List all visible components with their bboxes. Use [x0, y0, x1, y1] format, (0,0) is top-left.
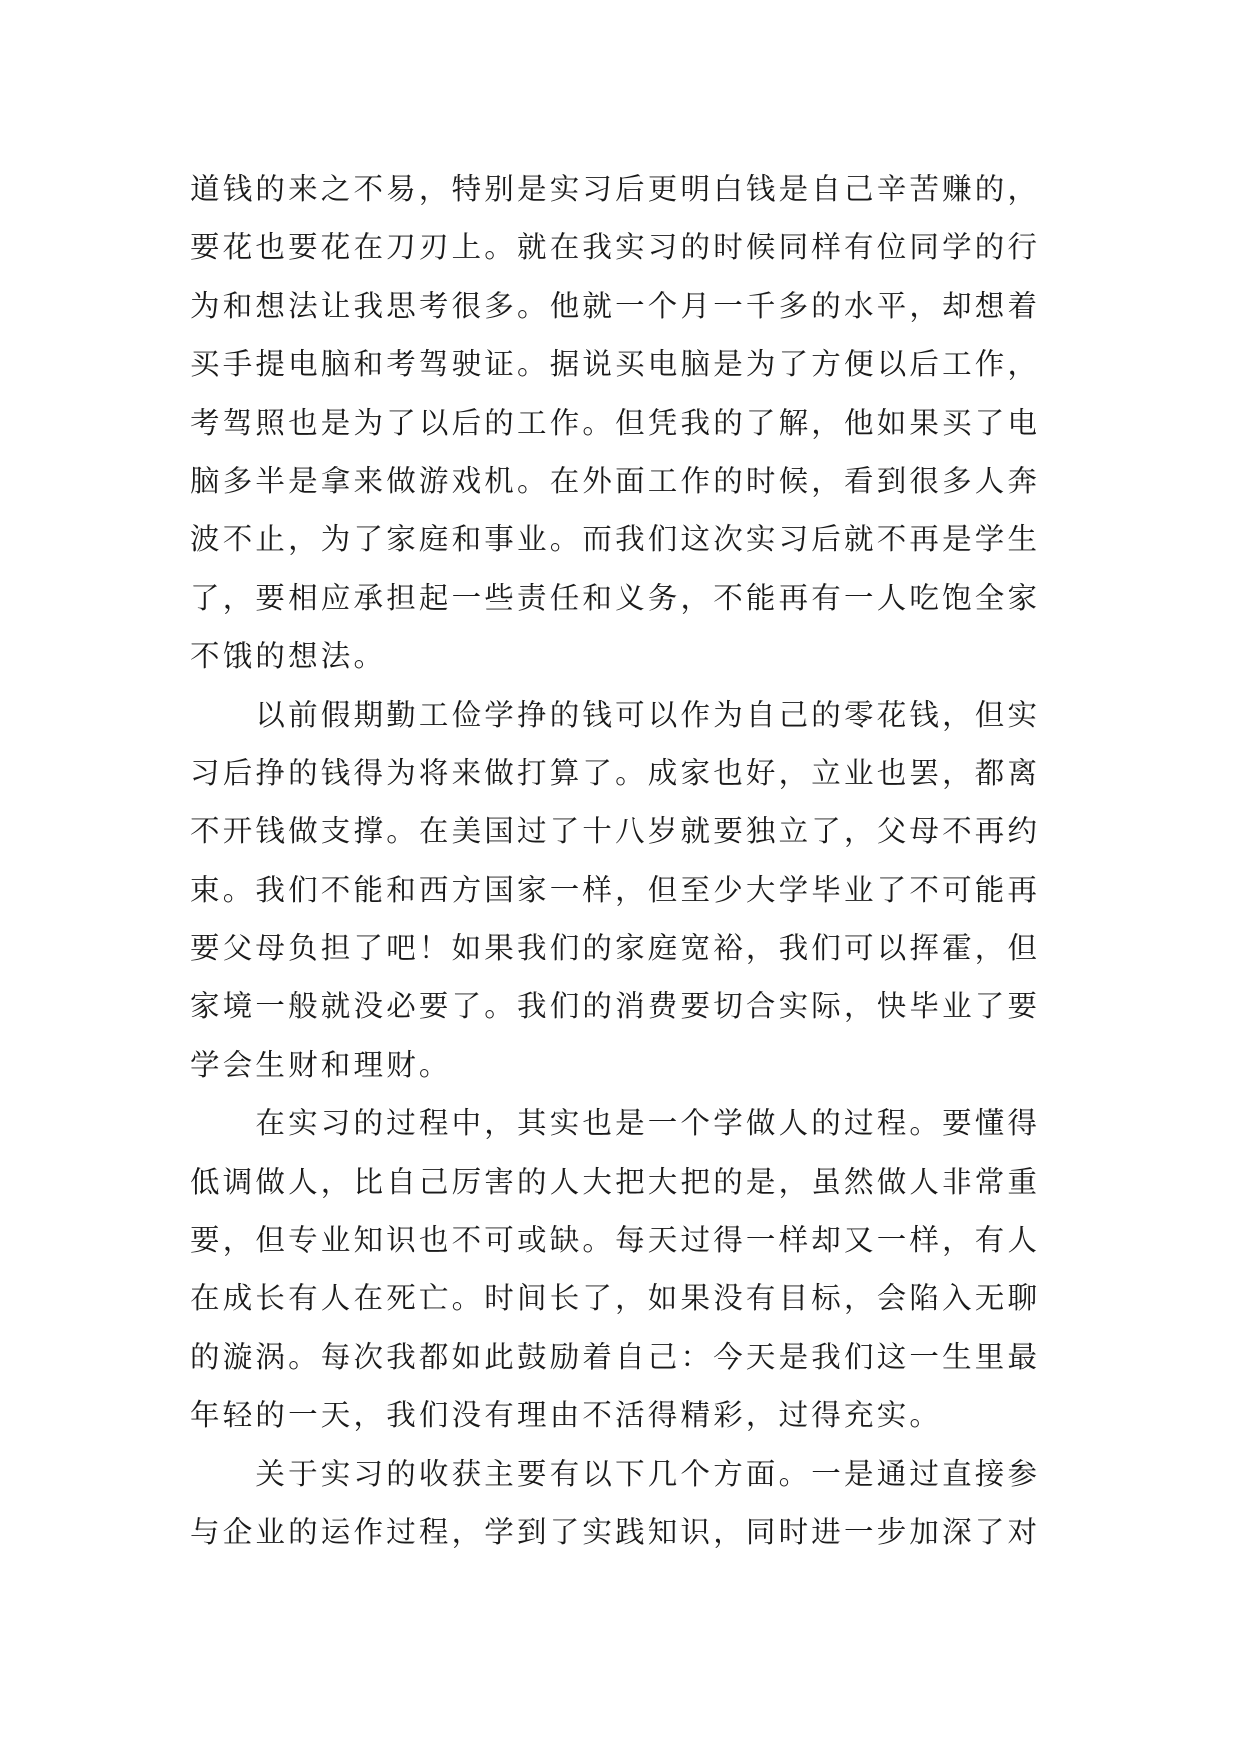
text-line: 以前假期勤工俭学挣的钱可以作为自己的零花钱，但实 [190, 697, 1041, 732]
text-line: 不开钱做支撑。在美国过了十八岁就要独立了，父母不再约 [190, 814, 1041, 849]
text-line: 考驾照也是为了以后的工作。但凭我的了解，他如果买了电 [190, 405, 1041, 440]
text-line: 的漩涡。每次我都如此鼓励着自己：今天是我们这一生里最 [190, 1339, 1041, 1374]
text-line: 关于实习的收获主要有以下几个方面。一是通过直接参 [190, 1456, 1041, 1491]
text-line: 脑多半是拿来做游戏机。在外面工作的时候，看到很多人奔 [190, 463, 1041, 498]
text-line: 与企业的运作过程，学到了实践知识，同时进一步加深了对 [190, 1514, 1041, 1549]
text-line: 家境一般就没必要了。我们的消费要切合实际，快毕业了要 [190, 989, 1041, 1024]
body-text [190, 160, 1060, 1561]
text-line: 在实习的过程中，其实也是一个学做人的过程。要懂得 [190, 1106, 1041, 1141]
text-line: 学会生财和理财。 [190, 1047, 452, 1082]
text-line: 波不止，为了家庭和事业。而我们这次实习后就不再是学生 [190, 522, 1041, 557]
text-line: 不饿的想法。 [190, 639, 387, 674]
text-line: 在成长有人在死亡。时间长了，如果没有目标，会陷入无聊 [190, 1281, 1041, 1316]
text-line: 道钱的来之不易，特别是实习后更明白钱是自己辛苦赚的， [190, 172, 1041, 206]
text-line: 要花也要花在刀刃上。就在我实习的时候同样有位同学的行 [190, 230, 1041, 265]
text-line: 习后挣的钱得为将来做打算了。成家也好，立业也罢，都离 [190, 755, 1041, 790]
text-line: 买手提电脑和考驾驶证。据说买电脑是为了方便以后工作， [190, 347, 1041, 382]
text-line: 要，但专业知识也不可或缺。每天过得一样却又一样，有人 [190, 1223, 1041, 1258]
text-line: 了，要相应承担起一些责任和义务，不能再有一人吃饱全家 [190, 580, 1041, 615]
text-line: 为和想法让我思考很多。他就一个月一千多的水平，却想着 [190, 288, 1041, 323]
text-line: 要父母负担了吧！如果我们的家庭宽裕，我们可以挥霍，但 [190, 931, 1041, 966]
text-line: 束。我们不能和西方国家一样，但至少大学毕业了不可能再 [190, 872, 1041, 907]
text-line: 低调做人，比自己厉害的人大把大把的是，虽然做人非常重 [190, 1164, 1041, 1199]
text-line: 年轻的一天，我们没有理由不活得精彩，过得充实。 [190, 1398, 943, 1433]
